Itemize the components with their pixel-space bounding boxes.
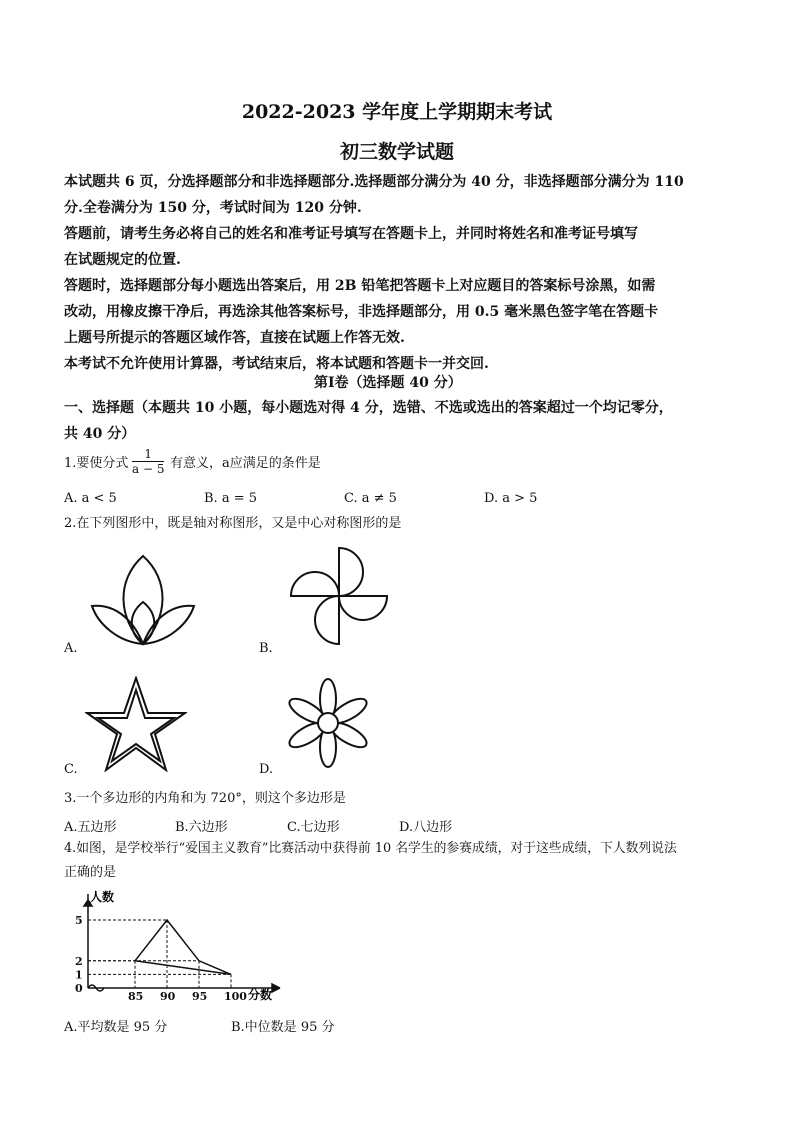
q2-label-a: A.	[64, 641, 78, 656]
y-tick-label: 1	[75, 968, 83, 982]
x-axis-label: 分数	[248, 988, 273, 1002]
part-one-heading	[64, 395, 673, 447]
x-tick-label: 95	[192, 990, 208, 1002]
x-axis-arrow	[272, 984, 280, 992]
instruction-line: 答题前，请考生务必将自己的姓名和准考证号填写在答题卡上，并同时将姓名和准考证号填写	[64, 226, 638, 242]
q4-stem-line1: 4.如图，是学校举行“爱国主义教育”比赛活动中获得前 10 名学生的参赛成绩，对于这些成绩，下人数列说法	[64, 841, 677, 856]
q3-option-c: C.七边形	[287, 820, 340, 835]
q1-prefix: 1.要使分式	[64, 456, 129, 471]
instruction-line: 答题时，选择题部分每小题选出答案后，用 2B 铅笔把答题卡上对应题目的答案标号涂黑，如需	[64, 278, 656, 294]
q2-label-c: C.	[64, 762, 78, 777]
q1-option-a: A. a < 5	[64, 491, 117, 506]
fraction-numerator: 1	[132, 447, 164, 462]
fraction-denominator: a − 5	[132, 462, 165, 476]
q4-option-b: B.中位数是 95 分	[231, 1020, 335, 1035]
q2-label-b: B.	[259, 641, 273, 656]
q2-label-d: D.	[259, 762, 274, 777]
y-axis-label: 人数	[90, 890, 115, 904]
x-tick-label: 100	[224, 990, 247, 1002]
q3-option-d: D.八边形	[399, 820, 453, 835]
q1-option-b: B. a = 5	[204, 491, 257, 506]
q2-stem: 2.在下列图形中，既是轴对称图形，又是中心对称图形的是	[64, 516, 402, 531]
instructions	[64, 169, 684, 377]
q1-suffix: 有意义，a应满足的条件是	[170, 456, 321, 471]
y-tick-label: 5	[75, 914, 83, 927]
pinwheel-figure	[288, 545, 390, 647]
q4-stem-line2: 正确的是	[64, 865, 117, 880]
exam-subtitle: 初三数学试题	[339, 141, 454, 163]
x-tick-label: 90	[160, 990, 176, 1002]
instruction-line: 分.全卷满分为 150 分，考试时间为 120 分钟.	[64, 200, 362, 216]
part-one-line: 一、选择题（本题共 10 小题，每小题选对得 4 分，选错、不选或选出的答案超过一个均记零分，	[64, 400, 673, 416]
star-figure	[85, 676, 187, 772]
instruction-line: 改动，用橡皮擦干净后，再选涂其他答案标号，非选择题部分，用 0.5 毫米黑色签字笔在答题卡	[64, 304, 659, 320]
instruction-line: 在试题规定的位置.	[64, 252, 181, 268]
q1-option-c: C. a ≠ 5	[344, 491, 397, 506]
q4-option-a: A.平均数是 95 分	[64, 1020, 168, 1035]
instruction-line: 本试题共 6 页，分选择题部分和非选择题部分.选择题部分满分为 40 分，非选择题部分满分为 110	[64, 174, 684, 190]
exam-title: 2022-2023 学年度上学期期末考试	[241, 101, 553, 123]
flower-figure	[280, 675, 376, 771]
score-line-chart	[70, 886, 285, 1002]
section-title: 第Ⅰ卷（选择题 40 分）	[314, 375, 462, 391]
lotus-figure	[88, 552, 198, 648]
part-one-line: 共 40 分）	[64, 426, 136, 442]
instruction-line: 上题号所提示的答题区域作答，直接在试题上作答无效.	[64, 330, 405, 346]
y-tick-label: 2	[75, 954, 83, 968]
instruction-line: 本考试不允许使用计算器，考试结束后，将本试题和答题卡一并交回.	[64, 356, 489, 372]
q1-option-d: D. a > 5	[484, 491, 538, 506]
series-line	[135, 920, 231, 974]
q3-option-b: B.六边形	[175, 820, 228, 835]
q3-option-a: A.五边形	[64, 820, 117, 835]
x-tick-label: 85	[128, 990, 144, 1002]
q3-stem: 3.一个多边形的内角和为 720°，则这个多边形是	[64, 791, 346, 806]
y-tick-label: 0	[75, 982, 83, 995]
q1-fraction	[132, 447, 164, 476]
